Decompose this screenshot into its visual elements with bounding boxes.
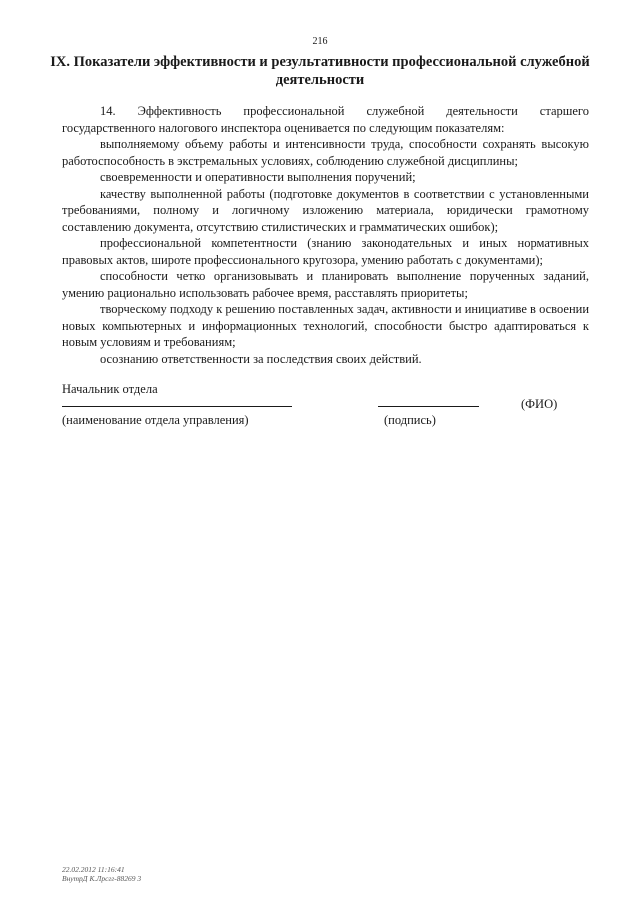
name-caption: (ФИО) [521,397,558,411]
paragraph: способности четко организовывать и планировать выполнение порученных заданий, умению рационально использовать рабочее время, расставлять приоритеты; [62,269,589,300]
paragraph: 14. Эффективность профессиональной служебной деятельности старшего государственного налогового инспектора оценивается по следующим показателям: [62,104,589,135]
department-line [62,406,292,407]
paragraph: осознанию ответственности за последствия своих действий. [100,351,422,366]
section-title: IX. Показатели эффективности и результативности профессиональной служебной деятельности [50,54,590,88]
page-number: 216 [312,36,328,47]
paragraph: профессиональной компетентности (знанию законодательных и иных нормативных правовых актов, широте профессионального кругозора, умению работать с документами); [62,236,589,267]
paragraph: своевременности и оперативности выполнения поручений; [100,170,416,184]
footer-stamp [62,865,141,883]
footer-timestamp: 22.02.2012 11:16:41 [62,865,125,874]
signature-caption: (подпись) [384,413,436,427]
signature-line [378,406,479,407]
department-caption: (наименование отдела управления) [62,413,249,427]
paragraph: качеству выполненной работы (подготовке документов в соответствии с установленными требованиями, полному и логичному изложению материала, юридически грамотному составлению документа, отсутствию стилистических и грамматических ошибок); [62,186,589,234]
paragraph: творческому подходу к решению поставленных задач, активности и инициативе в освоении новых компьютерных и информационных технологий, способности быстро адаптироваться к новым условиям и требованиям; [62,302,590,349]
body-text [62,103,589,367]
position-label: Начальник отдела [62,382,158,396]
footer-doc-id: ВнутрД К.Лрсгг-88269 3 [62,874,142,883]
paragraph: выполняемому объему работы и интенсивности труда, способности сохранять высокую работоспособность в экстремальных условиях, соблюдению служебной дисциплины; [62,137,589,168]
